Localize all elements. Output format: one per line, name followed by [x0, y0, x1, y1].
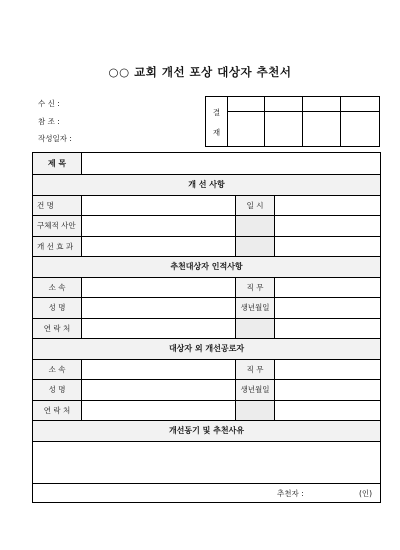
contact-input[interactable] — [82, 318, 236, 339]
others-birth-input[interactable] — [275, 380, 381, 401]
approval-box — [205, 96, 380, 147]
section-recommendee: 추천대상자 인적사항 — [33, 257, 381, 278]
case-label: 건 명 — [33, 195, 82, 216]
dept-label: 소 속 — [33, 359, 82, 380]
recipient-field — [38, 98, 78, 109]
contact-extra-input[interactable] — [275, 318, 381, 339]
blank-cell — [236, 236, 275, 257]
recipient-label: 수 신 : — [38, 99, 60, 108]
others-dept-input[interactable] — [82, 359, 236, 380]
recommendation-form — [32, 152, 381, 503]
recommender-label: 추천자 : — [277, 488, 304, 498]
form-row — [33, 216, 381, 237]
section-reason: 개선동기 및 추천사유 — [33, 421, 381, 442]
form-row — [33, 277, 381, 298]
form-row — [33, 195, 381, 216]
approval-col-line — [302, 97, 303, 146]
others-position-input[interactable] — [275, 359, 381, 380]
others-contact-input[interactable] — [82, 400, 236, 421]
datetime-label: 일 시 — [236, 195, 275, 216]
datetime-input[interactable] — [275, 195, 381, 216]
approval-divider — [228, 111, 379, 112]
form-row — [33, 359, 381, 380]
section-improvement: 개 선 사항 — [33, 175, 381, 196]
position-input[interactable] — [275, 277, 381, 298]
case-input[interactable] — [82, 195, 236, 216]
cc-label: 참 조 : — [38, 117, 60, 126]
blank-cell — [236, 318, 275, 339]
section-others: 대상자 외 개선공로자 — [33, 339, 381, 360]
effect-label: 개 선 효 과 — [33, 236, 82, 257]
seal-label: (인) — [359, 488, 373, 498]
form-row — [33, 400, 381, 421]
section-header — [33, 421, 381, 442]
document-title: ○○ 교회 개선 포상 대상자 추천서 — [108, 65, 292, 79]
subject-label: 제 목 — [33, 153, 82, 175]
reason-row — [33, 441, 381, 483]
others-contact-extra-input[interactable] — [275, 400, 381, 421]
dept-label: 소 속 — [33, 277, 82, 298]
dept-input[interactable] — [82, 277, 236, 298]
subject-input[interactable] — [82, 153, 381, 175]
plan-input[interactable] — [82, 216, 236, 237]
approval-col-line — [264, 97, 265, 146]
position-label: 직 무 — [236, 359, 275, 380]
cc-field — [38, 116, 78, 127]
form-row — [33, 380, 381, 401]
plan-label: 구체적 사안 — [33, 216, 82, 237]
date-field — [38, 133, 78, 144]
name-label: 성 명 — [33, 380, 82, 401]
contact-label: 연 락 처 — [33, 318, 82, 339]
section-header — [33, 257, 381, 278]
contact-label: 연 락 처 — [33, 400, 82, 421]
birth-label: 생년월일 — [236, 298, 275, 319]
subject-row — [33, 153, 381, 175]
section-header — [33, 339, 381, 360]
name-label: 성 명 — [33, 298, 82, 319]
approval-label-top: 결 — [212, 108, 221, 117]
form-row — [33, 298, 381, 319]
signature-line — [37, 484, 376, 502]
effect-input[interactable] — [82, 236, 236, 257]
form-row — [33, 318, 381, 339]
name-input[interactable] — [82, 298, 236, 319]
plan-extra-input[interactable] — [275, 216, 381, 237]
blank-cell — [236, 216, 275, 237]
birth-input[interactable] — [275, 298, 381, 319]
approval-label-column — [206, 97, 228, 146]
approval-col-line — [340, 97, 341, 146]
birth-label: 생년월일 — [236, 380, 275, 401]
form-row — [33, 236, 381, 257]
date-label: 작성일자 : — [38, 134, 72, 143]
blank-cell — [236, 400, 275, 421]
reason-input[interactable] — [33, 441, 381, 483]
position-label: 직 무 — [236, 277, 275, 298]
others-name-input[interactable] — [82, 380, 236, 401]
approval-label-bottom: 재 — [212, 128, 221, 137]
effect-extra-input[interactable] — [275, 236, 381, 257]
signature-row — [33, 483, 381, 502]
signature-cell[interactable] — [33, 483, 381, 502]
section-header — [33, 175, 381, 196]
